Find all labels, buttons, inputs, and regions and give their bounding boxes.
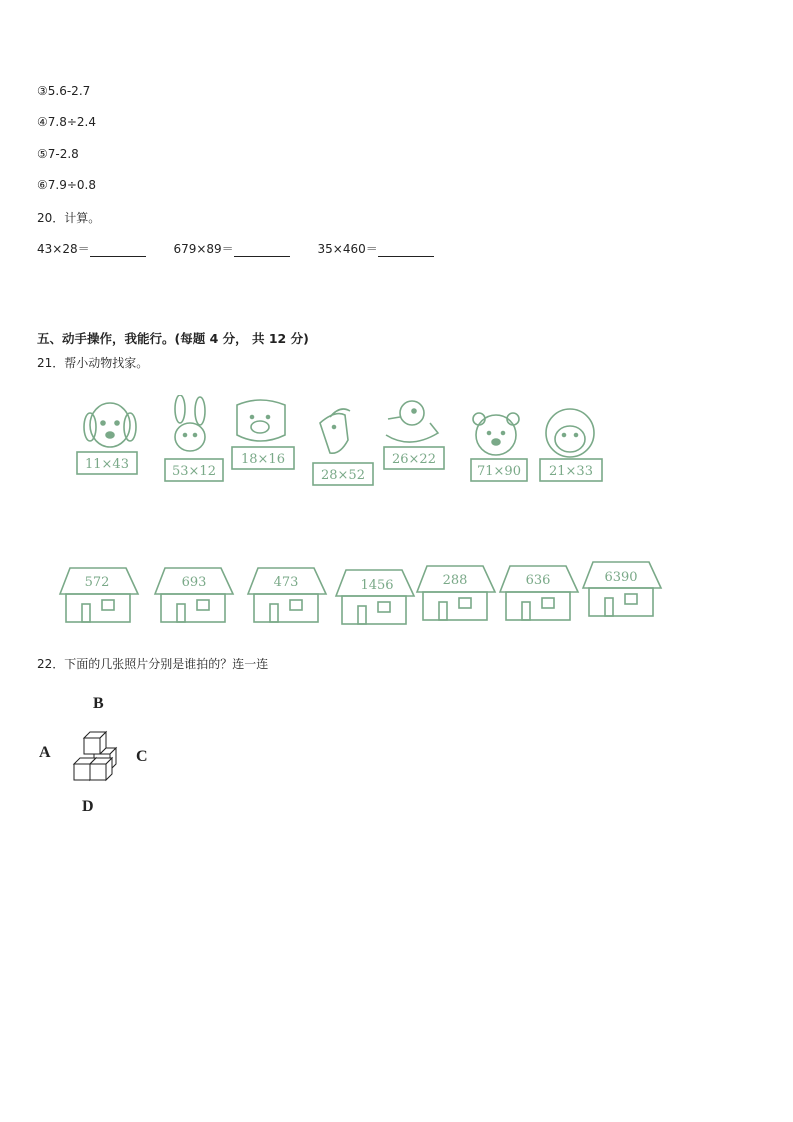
question-22-title: 22．下面的几张照片分别是谁拍的？连一连	[37, 657, 269, 671]
cube-stack-figure	[70, 728, 122, 784]
animals-illustration	[0, 395, 793, 495]
houses-illustration	[0, 560, 793, 630]
animal-label: 26×22	[392, 452, 436, 467]
item-expr: 7-2.8	[47, 147, 79, 161]
house-number: 693	[181, 575, 207, 590]
calc-expr: 679×89＝	[173, 242, 234, 256]
label-c: C	[136, 748, 148, 765]
label-d: D	[82, 798, 94, 815]
answer-blank[interactable]	[234, 244, 290, 257]
calc-expr: 43×28＝	[37, 242, 90, 256]
answer-blank[interactable]	[378, 244, 434, 257]
house-number: 6390	[604, 570, 638, 585]
label-a: A	[39, 744, 51, 761]
house-number: 1456	[360, 578, 394, 593]
item-expr: 7.9÷0.8	[47, 178, 96, 192]
question-21-title: 21．帮小动物找家。	[37, 356, 149, 370]
item-mark: ⑥	[37, 178, 48, 192]
item-6	[37, 178, 96, 192]
house-number: 636	[525, 573, 551, 588]
house-number: 288	[442, 573, 468, 588]
animal-label: 11×43	[85, 457, 129, 472]
item-4	[37, 115, 96, 129]
item-mark: ③	[37, 84, 48, 98]
section-5-title: 五、动手操作，我能行。(每题 4 分， 共 12 分)	[37, 331, 309, 346]
animal-label: 18×16	[241, 452, 285, 467]
item-3	[37, 84, 90, 98]
item-expr: 5.6-2.7	[47, 84, 91, 98]
animal-label: 21×33	[549, 464, 593, 479]
animal-label: 71×90	[477, 464, 521, 479]
house-number: 572	[84, 575, 110, 590]
label-b: B	[93, 695, 104, 712]
answer-blank[interactable]	[90, 244, 146, 257]
item-expr: 7.8÷2.4	[47, 115, 96, 129]
item-mark: ④	[37, 115, 48, 129]
question-20-calcs	[37, 240, 458, 257]
calc-expr: 35×460＝	[317, 242, 378, 256]
item-mark: ⑤	[37, 147, 48, 161]
animal-label: 28×52	[321, 468, 365, 483]
house-number: 473	[273, 575, 299, 590]
item-5	[37, 147, 79, 161]
animal-label: 53×12	[172, 464, 216, 479]
question-20-title: 20．计算。	[37, 211, 101, 225]
